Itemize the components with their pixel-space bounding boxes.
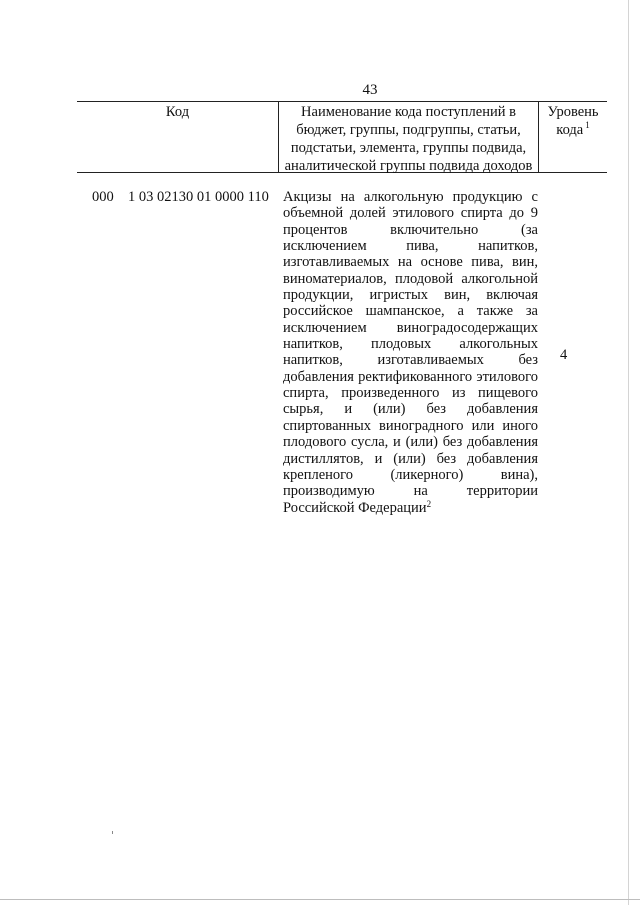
header-name <box>278 102 539 172</box>
header-code <box>77 102 278 172</box>
row-level: 4 <box>560 347 568 363</box>
header-level-footnote: 1 <box>585 120 590 130</box>
row-description-footnote: 2 <box>426 498 432 509</box>
header-code-label: Код <box>165 104 190 120</box>
row-description <box>283 189 538 516</box>
header-level-label: Уровень кода <box>547 104 599 138</box>
scan-speck <box>112 831 113 834</box>
header-level <box>539 102 607 172</box>
header-name-label: Наименование кода поступлений в бюджет, группы, подгруппы, статьи, подстатьи, элемента, группы подвида, аналитической группы подвида доходов <box>284 104 533 174</box>
table-header <box>77 101 607 173</box>
row-description-text: Акцизы на алкогольную продукцию с объемной долей этилового спирта до 9 процентов включительно (за исключением пива, напитков, изготавливаемых на основе пива, вин, виноматериалов, плодовой алкогольной продукции, игристых вин, включая российское шампанское, а также за исключением виноградосодержащих напитков, плодовых алкогольных напитков, изготавливаемых без добавления ректификованного этилового спирта, произведенного из пищевого сырья, и (или) без добавления спиртованных виноградного или иного плодового сусла, и (или) без добавления дистиллятов, и (или) без добавления крепленого (ликерного) вина), производимую на территории Российской Федерации <box>283 189 538 516</box>
row-revenue-code: 1 03 02130 01 0000 110 <box>128 189 269 205</box>
page-number: 43 <box>362 82 378 98</box>
page-edge-right <box>628 0 629 905</box>
row-admin-code: 000 <box>92 189 114 205</box>
page-edge-bottom <box>0 899 640 900</box>
